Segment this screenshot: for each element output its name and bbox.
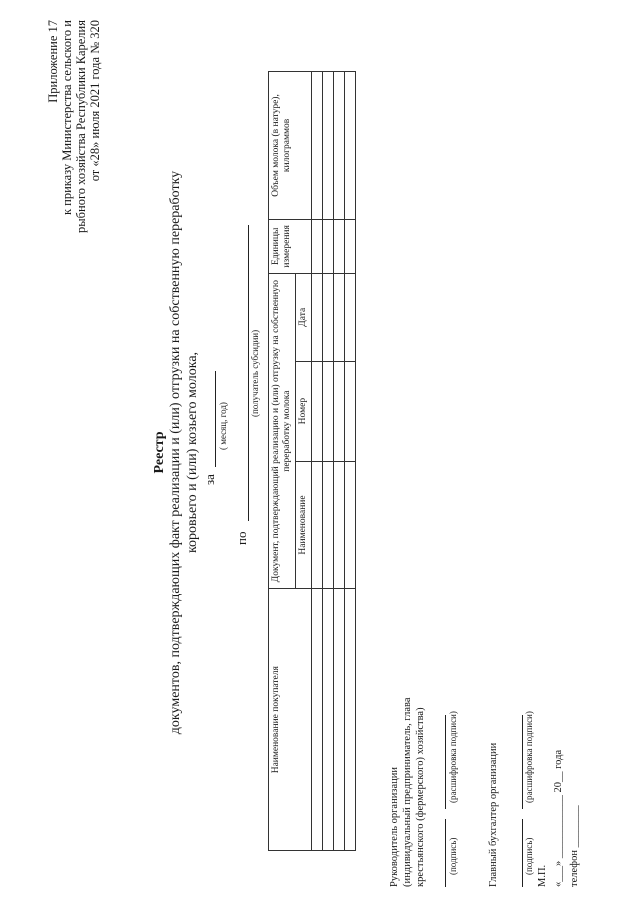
register-subtitle-line1: документов, подтверждающих факт реализации и (или) отгрузки на собственную переработку (168, 170, 183, 735)
head-decode-line (445, 715, 446, 809)
table-cell (312, 361, 323, 461)
signature-block (388, 697, 427, 887)
register-heading: Реестр (152, 431, 167, 474)
subcol-date-header: Дата (296, 273, 312, 361)
table-cell (334, 361, 345, 461)
col-volume-header: Объем молока (в натуре), килограммов (269, 72, 312, 220)
table-cell (312, 273, 323, 361)
table-row (345, 72, 356, 851)
appendix-block (46, 20, 102, 233)
accountant-title: Главный бухгалтер организации (488, 742, 499, 887)
table-cell (312, 219, 323, 273)
accountant-sign-line (522, 819, 523, 887)
subcol-number-header: Номер (296, 361, 312, 461)
date-line: «___» ____________ 20__ года (553, 749, 564, 887)
head-subtitle-2: крестьянского (фермерского) хозяйства) (415, 707, 426, 887)
head-sign-line (445, 819, 446, 887)
recipient-caption: (получатель субсидии) (250, 329, 260, 417)
register-table-body (312, 72, 356, 851)
accountant-decode-line (522, 715, 523, 809)
table-cell (345, 273, 356, 361)
table-row (312, 72, 323, 851)
table-cell (345, 219, 356, 273)
table-cell (323, 72, 334, 220)
table-cell (334, 273, 345, 361)
accountant-sign-caption: (подпись) (524, 837, 534, 875)
period-label: за (202, 474, 217, 485)
table-cell (345, 461, 356, 589)
recipient-label: по (234, 531, 249, 545)
table-cell (323, 589, 334, 851)
register-subtitle-line2: коровьего и (или) козьего молока, (185, 351, 200, 554)
recipient-line (248, 225, 249, 521)
table-cell (334, 72, 345, 220)
register-table (268, 71, 356, 851)
table-cell (323, 361, 334, 461)
table-cell (312, 589, 323, 851)
head-decode-caption: (расшифровка подписи) (448, 711, 458, 803)
table-cell (312, 72, 323, 220)
accountant-decode-caption: (расшифровка подписи) (524, 711, 534, 803)
table-cell (323, 461, 334, 589)
period-line (215, 371, 216, 467)
period-caption: ( месяц, год) (218, 402, 228, 450)
col-document-header: Документ, подтверждающий реализацию и (или) отгрузку на собственную переработку молока (269, 273, 296, 589)
head-subtitle-1: (индивидуальный предприниматель, глава (402, 697, 413, 887)
stamp-place: М.П. (537, 864, 548, 887)
table-cell (323, 273, 334, 361)
appendix-ministry: рыбного хозяйства Республики Карелия (74, 20, 88, 233)
head-sign-caption: (подпись) (448, 837, 458, 875)
table-cell (323, 219, 334, 273)
appendix-number: Приложение 17 (46, 20, 60, 103)
appendix-order-ref: к приказу Министерства сельского и (60, 20, 74, 216)
table-row (334, 72, 345, 851)
appendix-date-number: от «28» июля 2021 года № 320 (88, 20, 102, 182)
table-cell (345, 361, 356, 461)
head-title: Руководитель организации (389, 767, 400, 887)
table-cell (345, 589, 356, 851)
col-buyer-header: Наименование покупателя (269, 589, 312, 851)
table-cell (312, 461, 323, 589)
subcol-name-header: Наименование (296, 461, 312, 589)
table-cell (334, 589, 345, 851)
table-cell (334, 219, 345, 273)
table-cell (345, 72, 356, 220)
col-units-header: Единицы измерения (269, 219, 312, 273)
phone-line: телефон ________ (569, 805, 580, 887)
table-row (323, 72, 334, 851)
table-cell (334, 461, 345, 589)
